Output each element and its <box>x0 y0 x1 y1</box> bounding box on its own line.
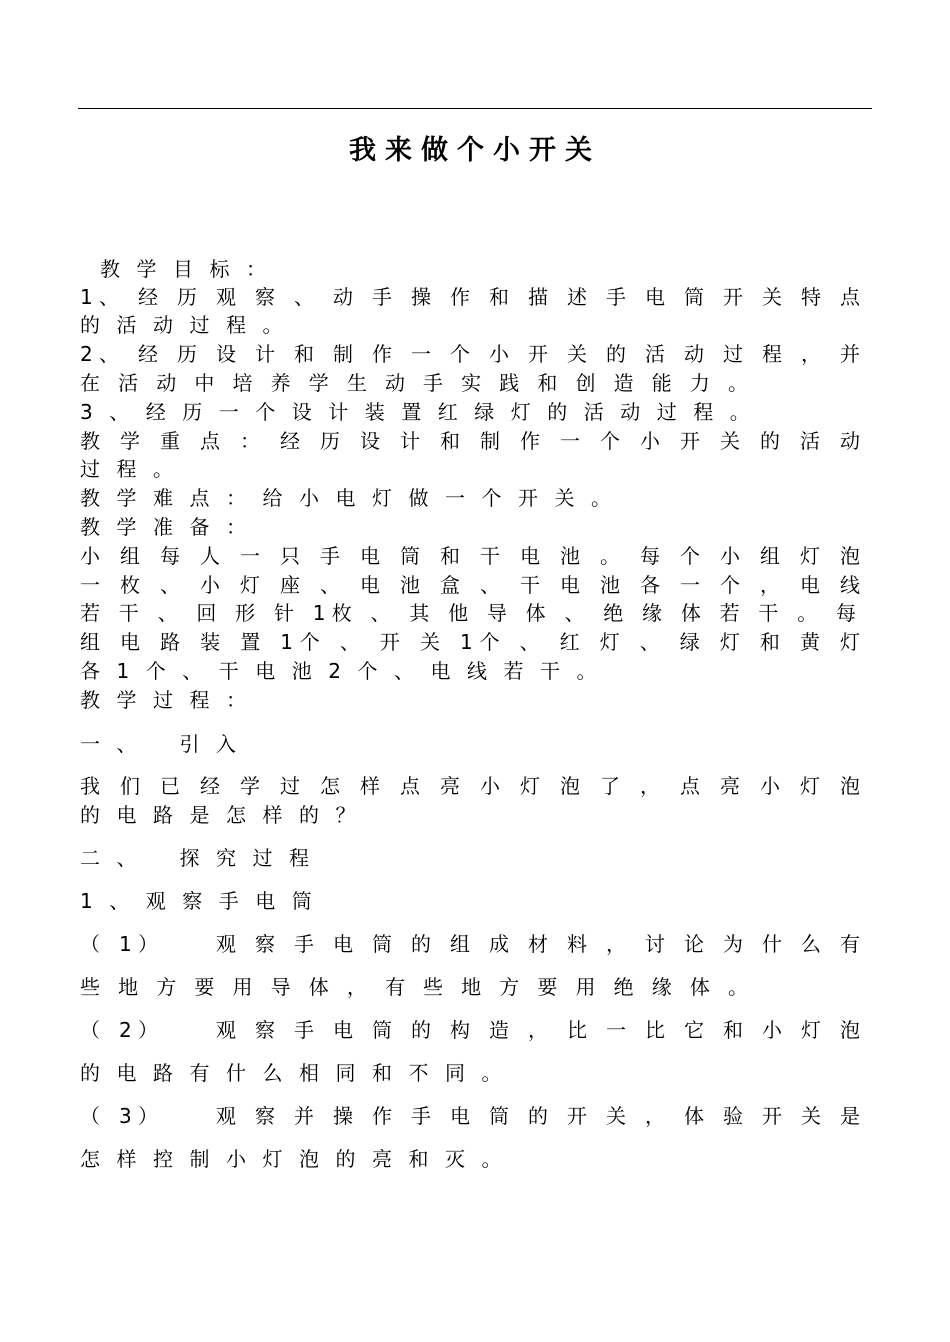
difficulty: 教学难点：给小电灯做一个开关。 <box>80 486 628 510</box>
section-2-heading: 二、 探究过程 <box>80 846 326 870</box>
step-3-line-1: （ 3） 观 察 并 操 作 手 电 筒 的 开 关 ， 体 验 开 关 是 <box>80 1104 860 1128</box>
section-heading-objectives: 教学目标： <box>100 257 283 281</box>
step-3-line-2: 怎样控制小灯泡的亮和灭。 <box>80 1147 518 1171</box>
objective-2-line-1: 2、 经 历 设 计 和 制 作 一 个 小 开 关 的 活 动 过 程 ， 并 <box>80 342 860 366</box>
preparation-line-1: 小 组 每 人 一 只 手 电 筒 和 干 电 池 。 每 个 小 组 灯 泡 <box>80 544 860 568</box>
preparation-line-2: 一 枚 、 小 灯 座 、 电 池 盒 、 干 电 池 各 一 个 ， 电 线 <box>80 573 860 597</box>
section-heading-process: 教学过程： <box>80 688 263 712</box>
intro-line-1: 我 们 已 经 学 过 怎 样 点 亮 小 灯 泡 了 ， 点 亮 小 灯 泡 <box>80 774 860 798</box>
preparation-line-4: 组 电 路 装 置 1个 、 开 关 1个 、 红 灯 、 绿 灯 和 黄 灯 <box>80 630 860 654</box>
section-heading-preparation: 教学准备： <box>80 515 263 539</box>
objective-2-line-2: 在 活 动 中 培 养 学 生 动 手 实 践 和 创 造 能 力 。 <box>80 371 748 395</box>
objective-1-line-2: 的活动过程。 <box>80 313 299 337</box>
preparation-line-5: 各1个、干电池2个、电线若干。 <box>80 659 613 683</box>
key-point-line-1: 教 学 重 点 ： 经 历 设 计 和 制 作 一 个 小 开 关 的 活 动 <box>80 429 860 453</box>
objective-1-line-1: 1、 经 历 观 察 、 动 手 操 作 和 描 述 手 电 筒 开 关 特 点 <box>80 285 860 309</box>
header-rule <box>78 108 872 109</box>
document-title: 我来做个小开关 <box>349 135 601 166</box>
step-1-line-1: （ 1） 观 察 手 电 筒 的 组 成 材 料 ， 讨 论 为 什 么 有 <box>80 932 860 956</box>
intro-line-2: 的电路是怎样的？ <box>80 803 372 827</box>
subsection-1-heading: 1、观察手电筒 <box>80 889 329 913</box>
key-point-line-2: 过程。 <box>80 457 190 481</box>
section-1-heading: 一、 引入 <box>80 732 253 756</box>
step-2-line-2: 的电路有什么相同和不同。 <box>80 1061 518 1085</box>
step-2-line-1: （ 2） 观 察 手 电 筒 的 构 造 ， 比 一 比 它 和 小 灯 泡 <box>80 1018 860 1042</box>
preparation-line-3: 若 干 、 回 形 针 1枚 、 其 他 导 体 、 绝 缘 体 若 干 。 每 <box>80 601 856 625</box>
objective-3: 3、经历一个设计装置红绿灯的活动过程。 <box>80 400 767 424</box>
step-1-line-2: 些 地 方 要 用 导 体 ， 有 些 地 方 要 用 绝 缘 体 。 <box>80 975 748 999</box>
